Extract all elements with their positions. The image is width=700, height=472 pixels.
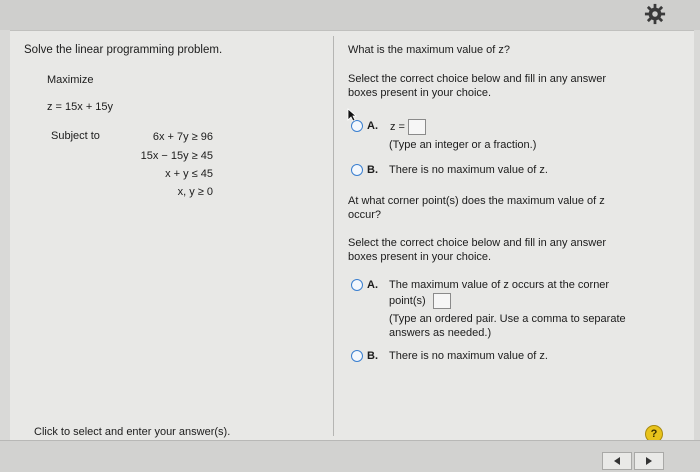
- constraint-4: x, y ≥ 0: [177, 186, 213, 198]
- footer-instruction: Click to select and enter your answer(s).: [34, 426, 231, 438]
- choice-a-hint: (Type an integer or a fraction.): [389, 139, 537, 151]
- constraint-2: 15x − 15y ≥ 45: [140, 150, 213, 162]
- corner-choice-b-letter: B.: [367, 350, 378, 362]
- subject-to-label: Subject to: [51, 130, 100, 142]
- corner-choice-b-text: There is no maximum value of z.: [389, 350, 548, 362]
- corner-point-input[interactable]: [433, 293, 451, 309]
- corner-choice-a-letter: A.: [367, 279, 378, 291]
- bottom-bar: [0, 440, 700, 472]
- gear-icon[interactable]: [643, 2, 667, 26]
- maximize-label: Maximize: [47, 74, 94, 86]
- column-divider: [333, 36, 334, 436]
- choice-b-text: There is no maximum value of z.: [389, 164, 548, 176]
- choice-a-letter: A.: [367, 120, 378, 132]
- instruction-1-line1: Select the correct choice below and fill in any answer: [348, 73, 607, 85]
- problem-title: Solve the linear programming problem.: [24, 44, 223, 56]
- mouse-cursor-icon: [347, 108, 357, 127]
- question-1: What is the maximum value of z?: [348, 44, 511, 56]
- corner-choice-a-hint2: answers as needed.): [389, 327, 492, 339]
- corner-choice-a-hint1: (Type an ordered pair. Use a comma to separate: [389, 313, 626, 325]
- instruction-1-line2: boxes present in your choice.: [348, 87, 492, 99]
- constraint-1: 6x + 7y ≥ 96: [152, 131, 213, 143]
- instruction-2-line1: Select the correct choice below and fill in any answer: [348, 237, 607, 249]
- top-bar: [0, 0, 700, 30]
- help-button[interactable]: ?: [645, 425, 663, 443]
- prev-arrow-icon: [612, 456, 622, 466]
- instruction-2-line2: boxes present in your choice.: [348, 251, 492, 263]
- corner-choice-a-radio[interactable]: [351, 279, 363, 291]
- choice-a-text: z =: [390, 121, 405, 133]
- choice-b-radio[interactable]: [351, 164, 363, 176]
- next-button[interactable]: [634, 452, 664, 470]
- corner-choice-a-line1: The maximum value of z occurs at the corner: [389, 279, 610, 291]
- next-arrow-icon: [644, 456, 654, 466]
- question-2-line2: occur?: [348, 209, 382, 221]
- z-answer-input[interactable]: [408, 119, 426, 135]
- constraint-3: x + y ≤ 45: [165, 168, 213, 180]
- corner-choice-a-line2: point(s): [389, 295, 426, 307]
- objective-function: z = 15x + 15y: [47, 101, 114, 113]
- choice-b-letter: B.: [367, 164, 378, 176]
- corner-choice-b-radio[interactable]: [351, 350, 363, 362]
- question-2-line1: At what corner point(s) does the maximum value of z: [348, 195, 605, 207]
- prev-button[interactable]: [602, 452, 632, 470]
